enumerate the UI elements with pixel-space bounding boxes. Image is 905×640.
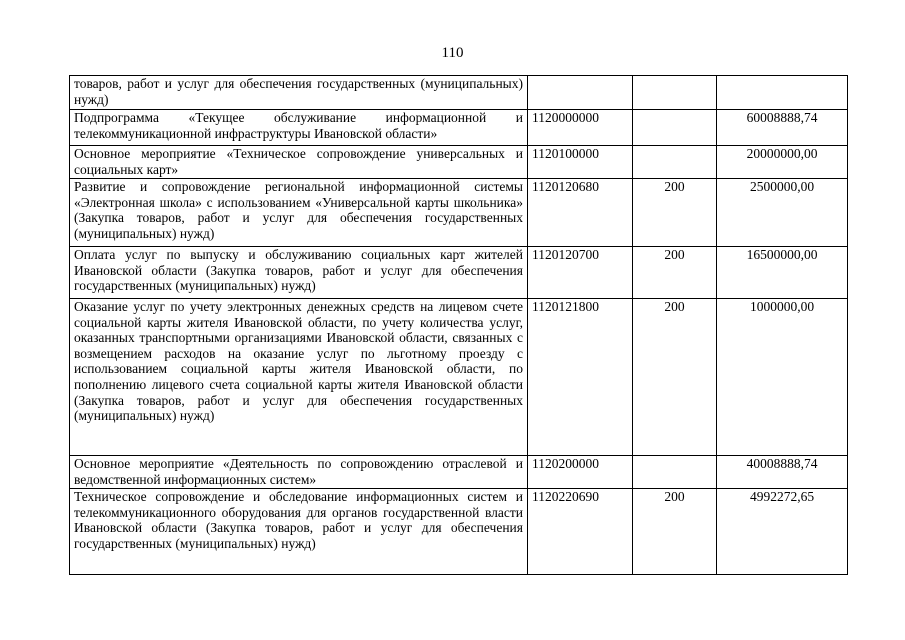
row-code-cell: 1120121800	[528, 299, 633, 456]
table-row	[70, 76, 848, 110]
budget-table-body	[70, 76, 848, 575]
row-sum-cell	[717, 76, 848, 110]
row-type-cell: 200	[633, 299, 717, 456]
row-sum-cell: 4992272,65	[717, 489, 848, 575]
row-type-cell: 200	[633, 179, 717, 247]
row-sum-cell: 1000000,00	[717, 299, 848, 456]
row-name-cell: Техническое сопровождение и обследование информационных систем и телекоммуникационного оборудования для органов государственной власти Ивановской области (Закупка товаров, работ и услуг для обеспечения государственных (муниципальных) нужд)	[70, 489, 528, 575]
row-type-cell	[633, 456, 717, 489]
row-code-cell: 1120120680	[528, 179, 633, 247]
page-number: 110	[441, 45, 464, 61]
budget-table	[69, 75, 848, 575]
table-row	[70, 456, 848, 489]
table-row	[70, 247, 848, 299]
row-sum-cell: 20000000,00	[717, 146, 848, 179]
row-sum-cell: 16500000,00	[717, 247, 848, 299]
row-name-cell: Оказание услуг по учету электронных денежных средств на лицевом счете социальной карты жителя Ивановской области, по учету количества услуг, оказанных транспортными организациями Ивановской области, связанных с возмещением расходов на оказание услуг по льготному проезду с использованием социальной карты жителя Ивановской области, по пополнению лицевого счета социальной карты жителя Ивановской области (Закупка товаров, работ и услуг для обеспечения государственных (муниципальных) нужд)	[70, 299, 528, 456]
row-type-cell	[633, 76, 717, 110]
row-code-cell: 1120220690	[528, 489, 633, 575]
row-name-cell: Подпрограмма «Текущее обслуживание информационной и телекоммуникационной инфраструктуры Ивановской области»	[70, 110, 528, 146]
row-sum-cell: 60008888,74	[717, 110, 848, 146]
row-code-cell: 1120000000	[528, 110, 633, 146]
row-type-cell	[633, 146, 717, 179]
row-code-cell: 1120100000	[528, 146, 633, 179]
table-row	[70, 110, 848, 146]
row-code-cell: 1120120700	[528, 247, 633, 299]
table-row	[70, 179, 848, 247]
row-type-cell	[633, 110, 717, 146]
row-sum-cell: 40008888,74	[717, 456, 848, 489]
row-name-cell: Развитие и сопровождение региональной информационной системы «Электронная школа» с использованием «Универсальной карты школьника» (Закупка товаров, работ и услуг для обеспечения государственных (муниципальных) нужд)	[70, 179, 528, 247]
row-sum-cell: 2500000,00	[717, 179, 848, 247]
row-name-cell: Основное мероприятие «Деятельность по сопровождению отраслевой и ведомственной информационных систем»	[70, 456, 528, 489]
table-row	[70, 146, 848, 179]
row-code-cell: 1120200000	[528, 456, 633, 489]
row-name-cell: Основное мероприятие «Техническое сопровождение универсальных и социальных карт»	[70, 146, 528, 179]
row-name-cell: товаров, работ и услуг для обеспечения государственных (муниципальных) нужд)	[70, 76, 528, 110]
row-code-cell	[528, 76, 633, 110]
row-type-cell: 200	[633, 247, 717, 299]
table-row	[70, 299, 848, 456]
row-type-cell: 200	[633, 489, 717, 575]
row-name-cell: Оплата услуг по выпуску и обслуживанию социальных карт жителей Ивановской области (Закупка товаров, работ и услуг для обеспечения государственных (муниципальных) нужд)	[70, 247, 528, 299]
table-row	[70, 489, 848, 575]
